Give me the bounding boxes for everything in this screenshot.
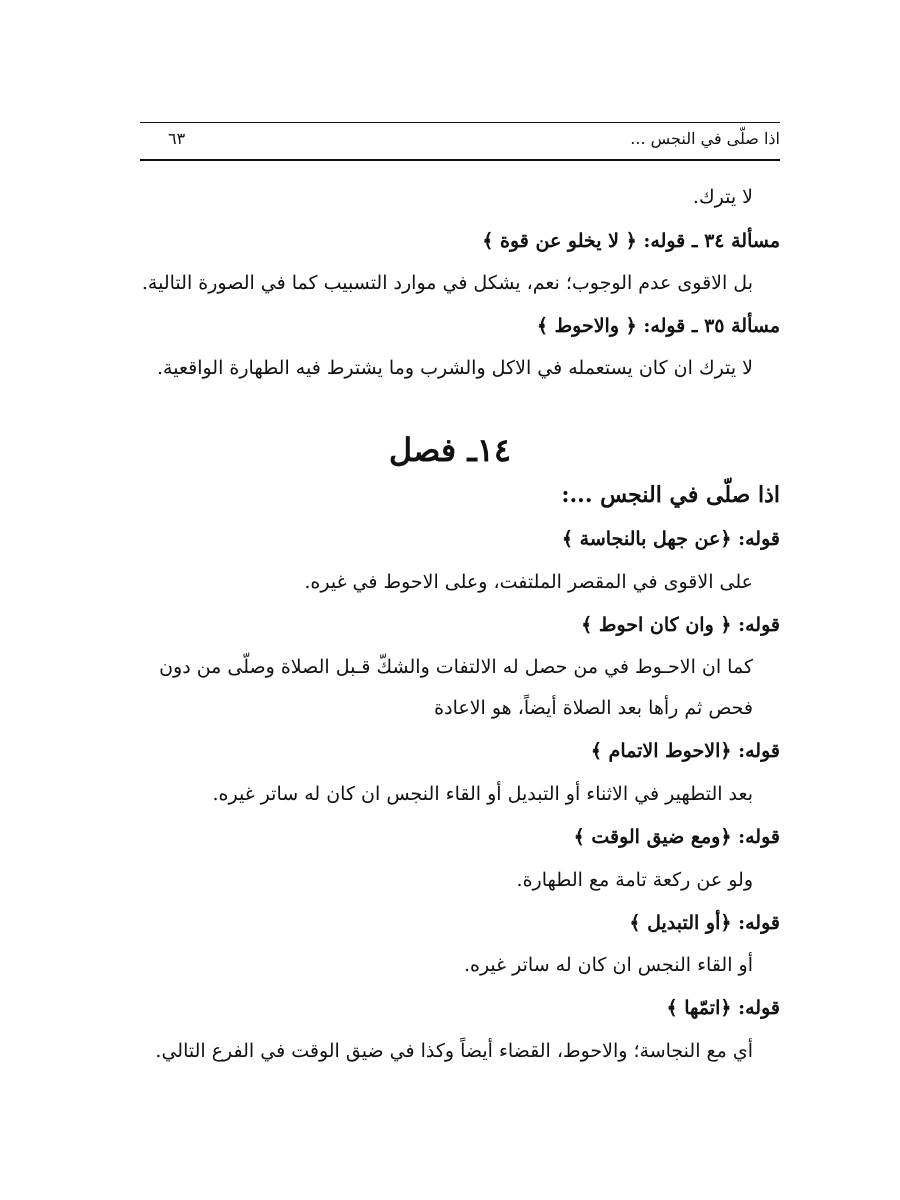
text-line: كما ان الاحـوط في من حصل له الالتفات والشكّ قـبل الصلاة وصلّى من دون <box>159 656 753 678</box>
text-line: بعد التطهير في الاثناء أو التبديل أو القاء النجس ان كان له ساتر غيره. <box>212 783 753 805</box>
chapter-title: ١٤ـ فصل <box>388 431 512 469</box>
quote-heading: قوله: ﴿عن جهل بالنجاسة ﴾ <box>561 528 780 550</box>
text-line: فحص ثم رأها بعد الصلاة أيضاً، هو الاعادة <box>434 697 753 719</box>
text-line: لا يترك. <box>692 186 753 208</box>
page-number: ٦٣ <box>168 129 186 148</box>
header-title: اذا صلّى في النجس ... <box>630 129 780 148</box>
issue-heading: مسألة ٣٥ ـ قوله: ﴿ والاحوط ﴾ <box>536 315 780 337</box>
text-line: بل الاقوى عدم الوجوب؛ نعم، يشكل في موارد التسبيب كما في الصورة التالية. <box>141 272 753 294</box>
quote-heading: قوله: ﴿ومع ضيق الوقت ﴾ <box>573 826 780 848</box>
quote-heading: قوله: ﴿اتمّها ﴾ <box>666 997 780 1019</box>
issue-heading: مسألة ٣٤ ـ قوله: ﴿ لا يخلو عن قوة ﴾ <box>482 230 780 252</box>
text-line: على الاقوى في المقصر الملتفت، وعلى الاحوط في غيره. <box>304 571 753 593</box>
section-title: اذا صلّى في النجس ...: <box>561 482 780 508</box>
running-header <box>140 122 780 161</box>
quote-heading: قوله: ﴿ وان كان احوط ﴾ <box>581 614 780 636</box>
quote-heading: قوله: ﴿أو التبديل ﴾ <box>629 912 780 934</box>
quote-heading: قوله: ﴿الاحوط الاتمام ﴾ <box>590 740 780 762</box>
text-line: أو القاء النجس ان كان له ساتر غيره. <box>463 954 753 976</box>
text-line: أي مع النجاسة؛ والاحوط، القضاء أيضاً وكذا في ضيق الوقت في الفرع التالي. <box>155 1040 753 1062</box>
text-line: ولو عن ركعة تامة مع الطهارة. <box>516 869 753 891</box>
text-line: لا يترك ان كان يستعمله في الاكل والشرب وما يشترط فيه الطهارة الواقعية. <box>157 357 753 379</box>
